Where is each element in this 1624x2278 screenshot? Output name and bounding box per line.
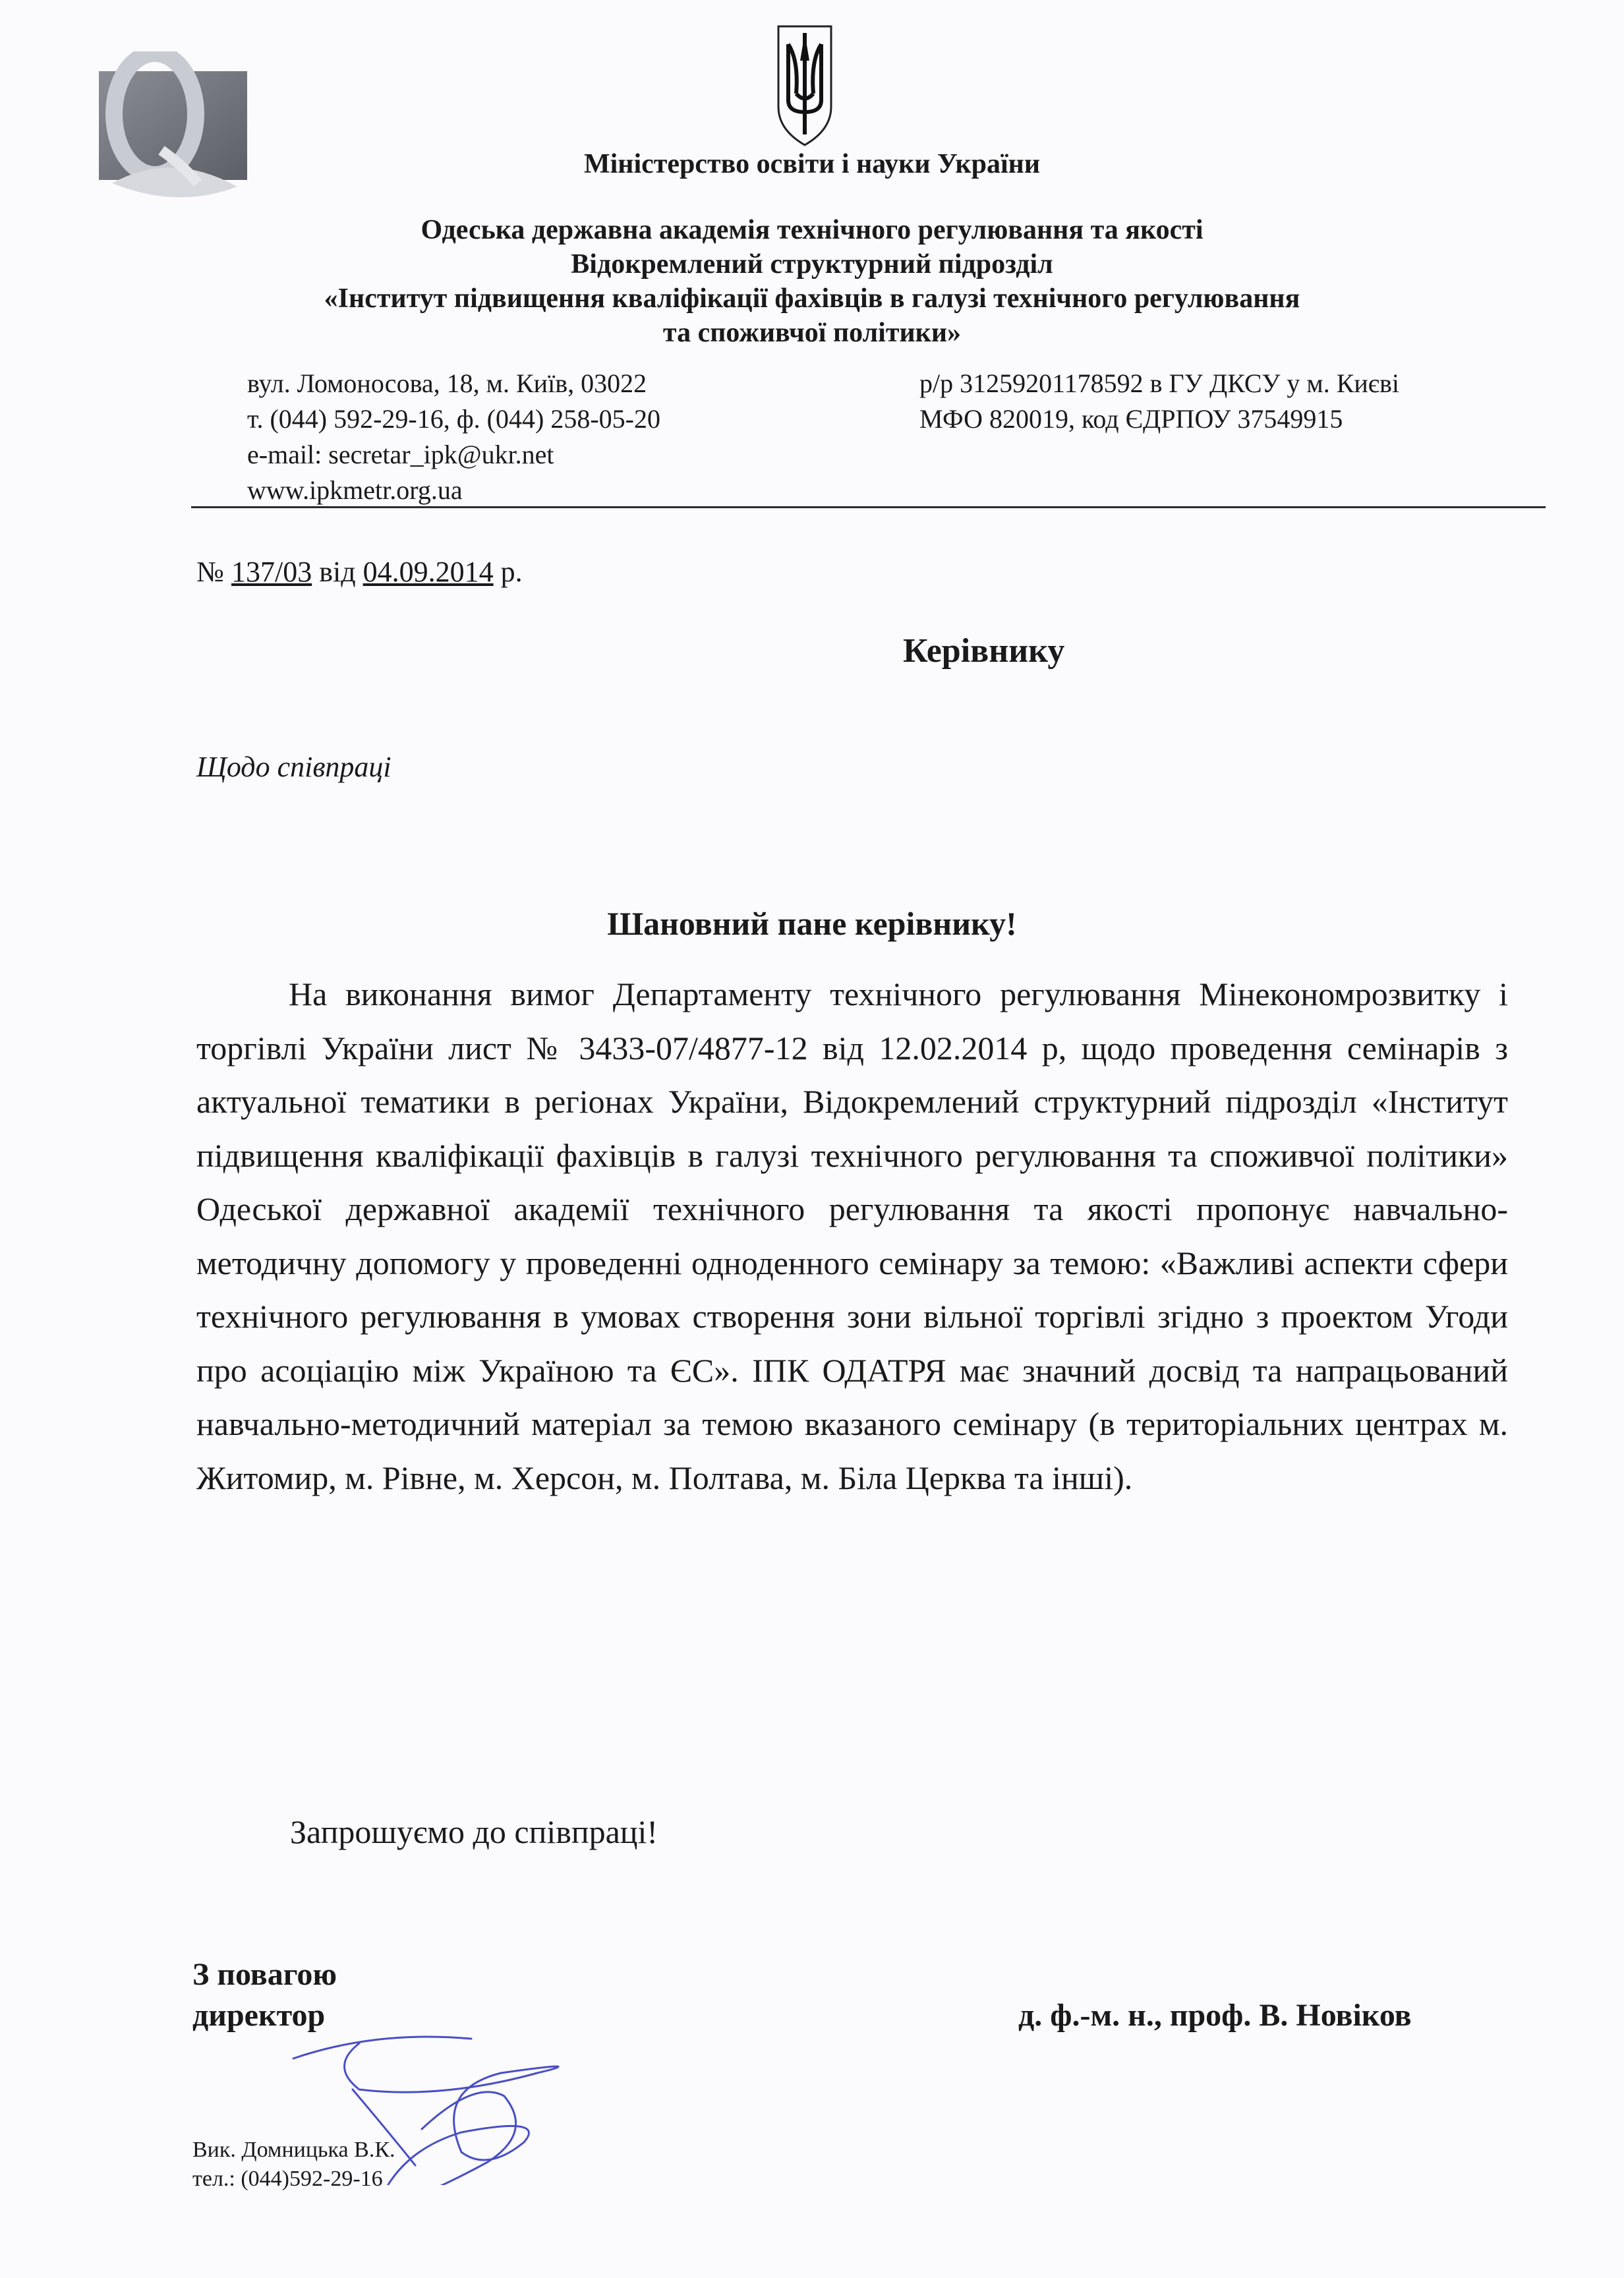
ref-number: 137/03: [231, 556, 312, 588]
executor-phone: тел.: (044)592-29-16: [192, 2167, 383, 2191]
website-link[interactable]: www.ipkmetr.org.ua: [247, 475, 463, 505]
letter-body: На виконання вимог Департаменту технічного регулювання Мінекономрозвитку і торгівлі України лист № 3433-07/4877-12 від 12.02.2014 р, щодо проведення семінарів з актуальної тематики в регіонах України, Відокремлений структурний підрозділ «Інститут підвищення кваліфікації фахівців в галузі технічного регулювання та споживчої політики» Одеської державної академії технічного регулювання та якості пропонує навчально-методичну допомогу у проведенні одноденного семінару за темою: «Важливі аспекти сфери технічного регулювання в умовах створення зони вільної торгівлі згідно з проектом Угоди про асоціацію між Україною та ЄС». ІПК ОДАТРЯ має значний досвід та напрацьований навчально-методичний матеріал за темою вказаного семінару (в територіальних центрах м. Житомир, м. Рівне, м. Херсон, м. Полтава, м. Біла Церква та інші).: [196, 976, 1508, 1496]
ref-date-suffix: р.: [500, 556, 523, 588]
ministry-name: Міністерство освіти і науки України: [583, 149, 1041, 179]
addressee: Керівнику: [903, 632, 1065, 670]
ukraine-trident-emblem-icon: [776, 21, 833, 146]
bank-codes: МФО 820019, код ЄДРПОУ 37549915: [919, 404, 1343, 434]
header-divider: [191, 506, 1546, 508]
institute-logo-icon: [99, 51, 247, 203]
contacts-left: [247, 366, 660, 508]
phone-fax: т. (044) 592-29-16, ф. (044) 258-05-20: [247, 404, 660, 434]
closing-regards: З повагою: [192, 1957, 337, 1992]
ref-date: 04.09.2014: [362, 556, 494, 588]
invitation: Запрошуємо до співпраці!: [290, 1813, 658, 1850]
ref-date-prefix: від: [319, 556, 356, 588]
org-name-line-2: Відокремлений структурний підрозділ: [571, 249, 1053, 279]
bank-account: р/р 31259201178592 в ГУ ДКСУ у м. Києві: [919, 368, 1399, 398]
executor-name: Вик. Домницька В.К.: [192, 2138, 395, 2162]
org-name-line-4: та споживчої політики»: [662, 318, 962, 348]
org-name-line-1: Одеська державна академія технічного регулювання та якості: [420, 215, 1204, 245]
ref-number-prefix: №: [196, 556, 224, 588]
subject-line: Щодо співпраці: [196, 751, 392, 783]
salutation: Шановний пане керівнику!: [607, 905, 1017, 942]
executor-block: [192, 2136, 395, 2194]
letter-reference: [196, 555, 523, 589]
org-name-line-3: «Інститут підвищення кваліфікації фахівців в галузі технічного регулювання: [324, 283, 1300, 314]
address: вул. Ломоносова, 18, м. Київ, 03022: [247, 368, 647, 398]
contacts-right: [919, 366, 1399, 437]
signatory-name: д. ф.-м. н., проф. В. Новіков: [1018, 1998, 1412, 2033]
email-link[interactable]: e-mail: secretar_ipk@ukr.net: [247, 440, 554, 469]
closing-position: директор: [192, 1998, 326, 2033]
